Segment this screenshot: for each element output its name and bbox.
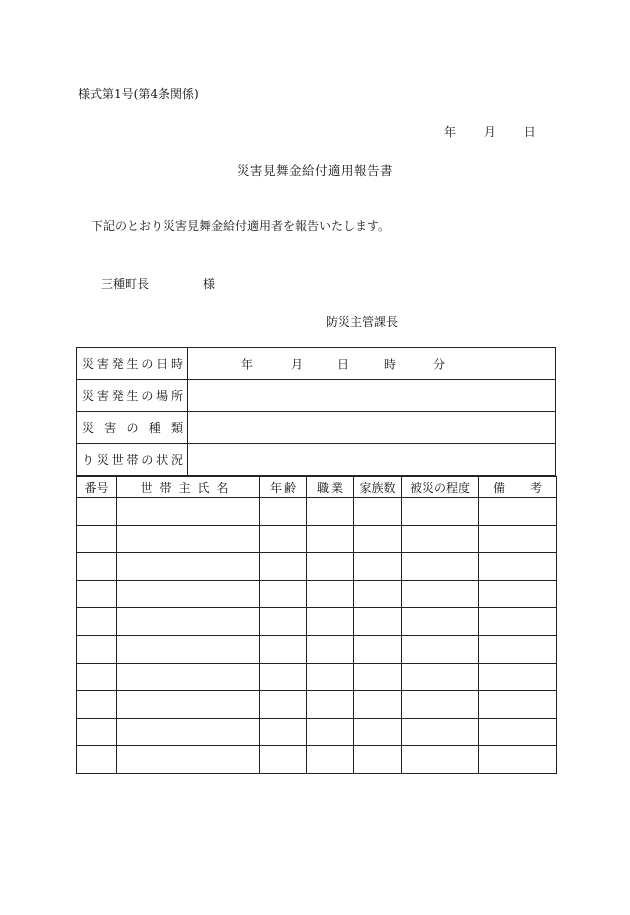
sender: 防災主管課長 xyxy=(326,315,399,329)
status-field[interactable] xyxy=(188,444,556,476)
number-cell[interactable] xyxy=(77,580,117,608)
number-cell[interactable] xyxy=(77,498,117,526)
datetime-day-unit: 日 xyxy=(337,357,350,371)
occupation-cell[interactable] xyxy=(307,608,354,636)
householder-cell[interactable] xyxy=(117,746,260,774)
householder-cell[interactable] xyxy=(117,608,260,636)
remarks-cell[interactable] xyxy=(479,608,557,636)
header-remarks-a: 備 xyxy=(493,480,506,495)
age-cell[interactable] xyxy=(260,553,307,581)
header-age-b: 齢 xyxy=(283,480,296,495)
household-table-body xyxy=(77,498,557,774)
location-field[interactable] xyxy=(188,380,556,412)
family-count-cell[interactable] xyxy=(354,525,402,553)
damage-level-cell[interactable] xyxy=(402,663,479,691)
occupation-cell[interactable] xyxy=(307,663,354,691)
info-row-datetime xyxy=(77,348,556,380)
household-header-row xyxy=(77,477,557,498)
damage-level-cell[interactable] xyxy=(402,608,479,636)
table-row xyxy=(77,553,557,581)
age-cell[interactable] xyxy=(260,718,307,746)
family-count-cell[interactable] xyxy=(354,580,402,608)
age-cell[interactable] xyxy=(260,746,307,774)
age-cell[interactable] xyxy=(260,608,307,636)
family-count-cell[interactable] xyxy=(354,498,402,526)
datetime-hour-unit: 時 xyxy=(384,357,397,371)
age-cell[interactable] xyxy=(260,525,307,553)
header-age xyxy=(260,477,307,498)
disaster-type-field[interactable] xyxy=(188,412,556,444)
number-cell[interactable] xyxy=(77,691,117,719)
number-cell[interactable] xyxy=(77,718,117,746)
datetime-minute-unit: 分 xyxy=(433,357,446,371)
number-cell[interactable] xyxy=(77,663,117,691)
date-day-label: 日 xyxy=(523,125,536,139)
householder-cell[interactable] xyxy=(117,498,260,526)
table-row xyxy=(77,691,557,719)
number-cell[interactable] xyxy=(77,608,117,636)
remarks-cell[interactable] xyxy=(479,525,557,553)
age-cell[interactable] xyxy=(260,580,307,608)
damage-level-cell[interactable] xyxy=(402,635,479,663)
table-row xyxy=(77,635,557,663)
damage-level-cell[interactable] xyxy=(402,553,479,581)
header-job-a: 職 xyxy=(317,480,330,495)
header-remarks xyxy=(479,477,557,498)
table-row xyxy=(77,608,557,636)
document-title: 災害見舞金給付適用報告書 xyxy=(237,163,394,178)
householder-cell[interactable] xyxy=(117,580,260,608)
age-cell[interactable] xyxy=(260,691,307,719)
occupation-cell[interactable] xyxy=(307,746,354,774)
number-cell[interactable] xyxy=(77,635,117,663)
remarks-cell[interactable] xyxy=(479,580,557,608)
remarks-cell[interactable] xyxy=(479,691,557,719)
info-label-location: 災害発生の場所 xyxy=(77,380,188,412)
occupation-cell[interactable] xyxy=(307,498,354,526)
table-row xyxy=(77,746,557,774)
addressee-name: 三種町長 xyxy=(101,277,150,291)
table-row xyxy=(77,718,557,746)
datetime-field[interactable] xyxy=(188,348,556,380)
householder-cell[interactable] xyxy=(117,691,260,719)
datetime-month-unit: 月 xyxy=(291,357,304,371)
header-damage-level: 被災の程度 xyxy=(402,477,479,498)
table-row xyxy=(77,663,557,691)
family-count-cell[interactable] xyxy=(354,746,402,774)
addressee-honorific: 様 xyxy=(203,277,216,291)
occupation-cell[interactable] xyxy=(307,635,354,663)
remarks-cell[interactable] xyxy=(479,663,557,691)
damage-level-cell[interactable] xyxy=(402,691,479,719)
family-count-cell[interactable] xyxy=(354,663,402,691)
table-row xyxy=(77,580,557,608)
date-line xyxy=(444,123,536,140)
header-job-b: 業 xyxy=(330,480,343,495)
householder-cell[interactable] xyxy=(117,663,260,691)
header-householder: 世帯主氏名 xyxy=(117,477,260,498)
table-row xyxy=(77,525,557,553)
family-count-cell[interactable] xyxy=(354,691,402,719)
addressee xyxy=(101,275,215,292)
householder-cell[interactable] xyxy=(117,718,260,746)
family-count-cell[interactable] xyxy=(354,635,402,663)
header-number: 番号 xyxy=(77,477,117,498)
occupation-cell[interactable] xyxy=(307,691,354,719)
header-age-a: 年 xyxy=(270,480,283,495)
remarks-cell[interactable] xyxy=(479,635,557,663)
occupation-cell[interactable] xyxy=(307,718,354,746)
datetime-year-unit: 年 xyxy=(241,357,254,371)
remarks-cell[interactable] xyxy=(479,498,557,526)
occupation-cell[interactable] xyxy=(307,580,354,608)
date-month-label: 月 xyxy=(483,125,496,139)
age-cell[interactable] xyxy=(260,635,307,663)
householder-cell[interactable] xyxy=(117,635,260,663)
remarks-cell[interactable] xyxy=(479,718,557,746)
info-row-location xyxy=(77,380,556,412)
damage-level-cell[interactable] xyxy=(402,718,479,746)
household-table xyxy=(76,476,557,774)
damage-level-cell[interactable] xyxy=(402,498,479,526)
intro-text: 下記のとおり災害見舞金給付適用者を報告いたします。 xyxy=(91,219,391,233)
householder-cell[interactable] xyxy=(117,525,260,553)
number-cell[interactable] xyxy=(77,746,117,774)
form-number: 様式第1号(第4条関係) xyxy=(78,87,199,101)
date-year-label: 年 xyxy=(444,125,457,139)
info-label-datetime: 災害発生の日時 xyxy=(77,348,188,380)
age-cell[interactable] xyxy=(260,663,307,691)
number-cell[interactable] xyxy=(77,553,117,581)
number-cell[interactable] xyxy=(77,525,117,553)
damage-level-cell[interactable] xyxy=(402,525,479,553)
incident-info-table xyxy=(76,347,556,476)
remarks-cell[interactable] xyxy=(479,553,557,581)
occupation-cell[interactable] xyxy=(307,553,354,581)
header-remarks-b: 考 xyxy=(529,480,542,495)
family-count-cell[interactable] xyxy=(354,553,402,581)
family-count-cell[interactable] xyxy=(354,608,402,636)
info-row-status xyxy=(77,444,556,476)
damage-level-cell[interactable] xyxy=(402,746,479,774)
table-row xyxy=(77,498,557,526)
householder-cell[interactable] xyxy=(117,553,260,581)
header-occupation xyxy=(307,477,354,498)
occupation-cell[interactable] xyxy=(307,525,354,553)
info-row-type xyxy=(77,412,556,444)
remarks-cell[interactable] xyxy=(479,746,557,774)
header-family-count: 家族数 xyxy=(354,477,402,498)
family-count-cell[interactable] xyxy=(354,718,402,746)
damage-level-cell[interactable] xyxy=(402,580,479,608)
info-label-type: 災害の種類 xyxy=(77,412,188,444)
info-label-status: り災世帯の状況 xyxy=(77,444,188,476)
age-cell[interactable] xyxy=(260,498,307,526)
